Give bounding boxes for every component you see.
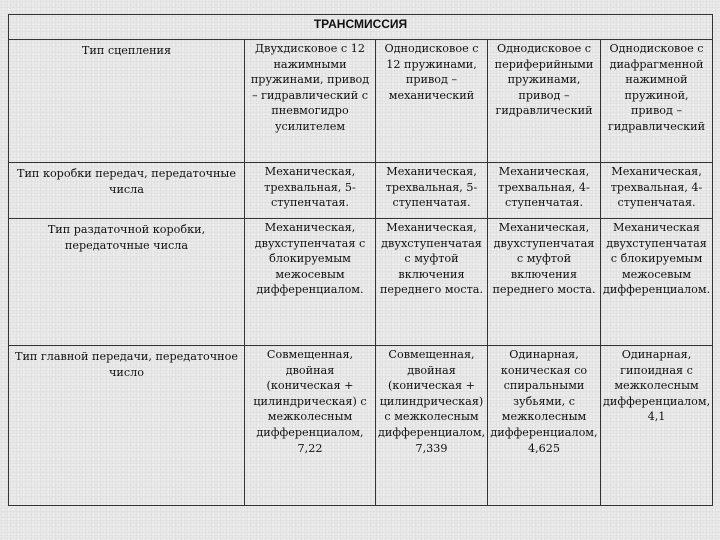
table-cell: Механическая двухступенчатая с блокируемым межосевым дифференциалом. bbox=[601, 219, 713, 346]
table-cell: Механическая, трехвальная, 5-ступенчатая. bbox=[245, 163, 376, 219]
row-label: Тип главной передачи, передаточное число bbox=[9, 346, 245, 506]
title-row bbox=[9, 15, 713, 40]
row-label: Тип раздаточной коробки, передаточные числа bbox=[9, 219, 245, 346]
table-cell: Однодисковое с диафрагменной нажимной пружиной, привод – гидравлический bbox=[601, 40, 713, 163]
table-cell: Механическая, двухступенчатая с муфтой включения переднего моста. bbox=[376, 219, 488, 346]
transmission-table bbox=[8, 14, 713, 506]
table-cell: Механическая, двухступенчатая с блокируемым межосевым дифференциалом. bbox=[245, 219, 376, 346]
table-cell: Однодисковое с 12 пружинами, привод – механический bbox=[376, 40, 488, 163]
table-cell: Механическая, трехвальная, 4-ступенчатая. bbox=[601, 163, 713, 219]
table-cell: Одинарная, коническая со спиральными зубьями, с межколесным дифференциалом, 4,625 bbox=[488, 346, 601, 506]
table-row bbox=[9, 346, 713, 506]
table-cell: Однодисковое с периферийными пружинами, привод – гидравлический bbox=[488, 40, 601, 163]
table-cell: Механическая, трехвальная, 5-ступенчатая. bbox=[376, 163, 488, 219]
row-label: Тип коробки передач, передаточные числа bbox=[9, 163, 245, 219]
table-cell: Механическая, трехвальная, 4-ступенчатая. bbox=[488, 163, 601, 219]
table-cell: Совмещенная, двойная (коническая + цилиндрическая) с межколесным дифференциалом, 7,339 bbox=[376, 346, 488, 506]
table-row bbox=[9, 163, 713, 219]
table-title: ТРАНСМИССИЯ bbox=[9, 15, 713, 40]
table-cell: Одинарная, гипоидная с межколесным дифференциалом, 4,1 bbox=[601, 346, 713, 506]
table-row bbox=[9, 219, 713, 346]
table-cell: Двухдисковое с 12 нажимными пружинами, привод – гидравлический с пневмогидро усилителем bbox=[245, 40, 376, 163]
table-row bbox=[9, 40, 713, 163]
row-label: Тип сцепления bbox=[9, 40, 245, 163]
table-cell: Механическая, двухступенчатая с муфтой включения переднего моста. bbox=[488, 219, 601, 346]
table-cell: Совмещенная, двойная (коническая + цилиндрическая) с межколесным дифференциалом, 7,22 bbox=[245, 346, 376, 506]
